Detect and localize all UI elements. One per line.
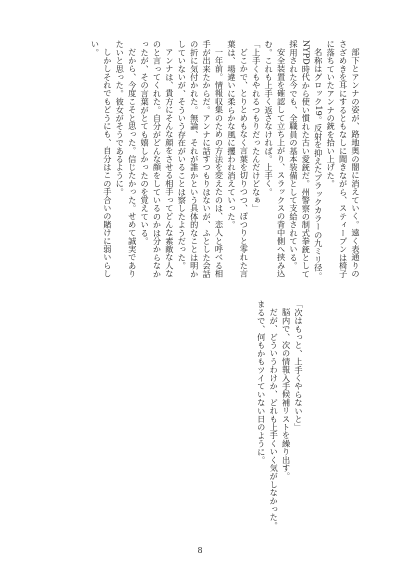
paragraph: 部下とアンナの姿が、路地奥の闇に消えていく。遠く表通りのさざめきを耳にするともなしに聞きながら、スティーブンは椅子に落ちていたアンナの銃を拾い上げた。 [326, 40, 361, 278]
dialogue-line: 「上手くもやれるつもりだったんだけどなぁ」 [251, 40, 262, 213]
dialogue-line: 「次はもっと、上手くやらないと」 [294, 300, 304, 432]
paragraph: どこかで、とりとめもなく言葉を切りつつ、ぽつりと零れた言葉は、場違いに柔らかな風に攫われ消えていった。 [226, 40, 250, 278]
page-number: 8 [197, 546, 203, 555]
lower-text-block [235, 300, 305, 530]
paragraph: だが、どういうわけか、どれも上手くいく気がしなかった。まるで、何もかもツイていない日のように。 [256, 300, 280, 530]
paragraph: だから、今度こそと思った。信じたかった。せめて誠実でありたいと思った。彼女がそうであるように。 [115, 40, 138, 278]
paragraph: 脳内で、次の情報入手候補リストを繰り出す。 [281, 308, 292, 481]
paragraph: アンナは、貴方にそんな顔をさせる相手ってどんな素敵な人なのと言ってくれた。自分がどんな顔をしているのかは分からなかったが、その言葉がとても嬉しかったのを覚えている。 [140, 40, 175, 278]
paragraph: 一年前。情報収集のための方法を変えたのは、恋人と呼べる相手が出来たからだ。アンナに話すつもりはないが、ふとした会話の折に気付かれた。無論、それが誰かという具体的なことは明かしていないが、そういう存在がいることは察したようだった。 [177, 40, 225, 278]
main-text-block [58, 40, 362, 280]
paragraph: 名称はグロック19。反射を抑えたブラックカラーの九ミリ径。NYPD時代から使い慣れた古い愛銃だ。州警察の制式拳銃として採用された今でも、全職員の基本装備として支給されている。 [288, 40, 324, 281]
paragraph: しかしそれでもどうにも、自分はこの手合いの賭けに弱いらしい。 [90, 40, 113, 278]
paragraph: 安全装置を確認して立ち上がり、スラックスの背中側へ挟み込む。これも上手く返さなければ。上手く。 [264, 40, 287, 278]
